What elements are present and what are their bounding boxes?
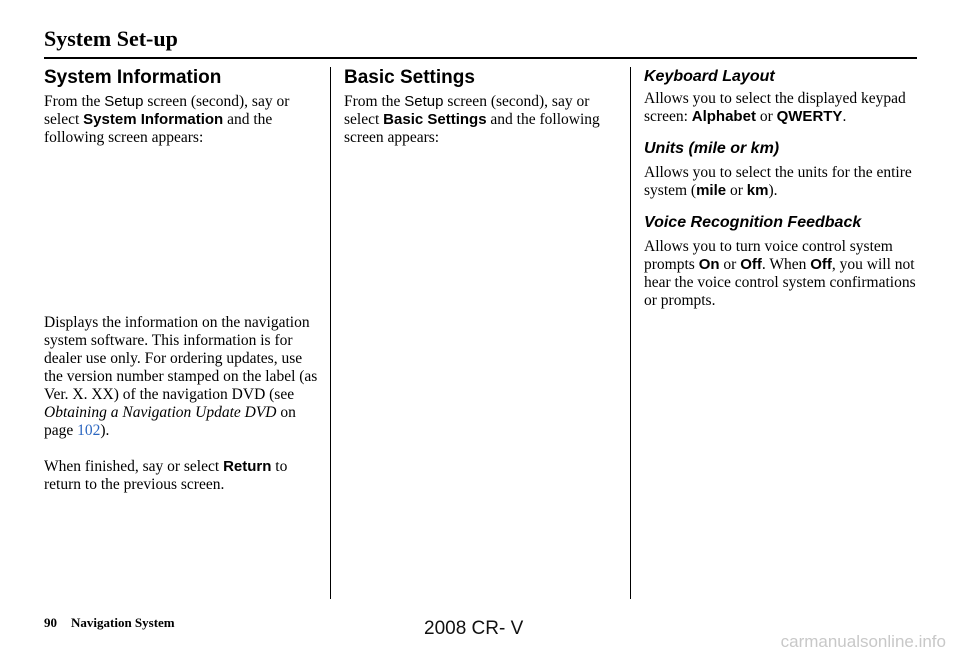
section-title-basic-settings: Basic Settings	[344, 67, 475, 88]
section-title-system-information: System Information	[44, 67, 222, 88]
page-title: System Set-up	[44, 26, 178, 51]
screen-image-placeholder	[44, 147, 324, 314]
keyboard-layout-description: Allows you to select the displayed keypad screen: Alphabet or QWERTY.	[644, 90, 906, 125]
subtitle-keyboard-layout: Keyboard Layout	[644, 68, 775, 85]
setup-keyword: Setup	[404, 93, 444, 110]
alphabet-keyword: Alphabet	[691, 108, 756, 125]
on-keyword: On	[698, 256, 720, 273]
page-number: 90	[44, 615, 57, 630]
column-settings-options	[644, 66, 924, 310]
header-divider	[44, 57, 917, 59]
off-keyword-2: Off	[810, 256, 832, 273]
page-link-102[interactable]: 102	[77, 422, 101, 439]
units-description: Allows you to select the units for the entire system (mile or km).	[644, 164, 912, 199]
basic-settings-intro: From the Setup screen (second), say or select Basic Settings and the following screen appears:	[344, 93, 600, 146]
column-basic-settings	[344, 66, 624, 147]
footer-model: 2008 CR- V	[424, 618, 524, 639]
basic-settings-keyword: Basic Settings	[383, 111, 487, 128]
return-keyword: Return	[223, 458, 272, 475]
system-information-finish: When finished, say or select Return to return to the previous screen.	[44, 458, 288, 493]
watermark: carmanualsonline.info	[780, 632, 946, 651]
mile-keyword: mile	[696, 182, 727, 199]
system-information-intro: From the Setup screen (second), say or select System Information and the following screen appears:	[44, 93, 290, 146]
setup-keyword: Setup	[104, 93, 144, 110]
system-information-keyword: System Information	[83, 111, 224, 128]
column-system-information	[44, 66, 324, 494]
subtitle-units: Units (mile or km)	[644, 140, 780, 157]
off-keyword: Off	[740, 256, 762, 273]
voice-feedback-description: Allows you to turn voice control system prompts On or Off. When Off, you will not hear the voice control system confirmations or prompts.	[644, 238, 916, 309]
qwerty-keyword: QWERTY	[776, 108, 843, 125]
system-information-description: Displays the information on the navigation system software. This information is for dealer use only. For ordering updates, use the version number stamped on the label (as Ver. X. XX) of the navigation DVD (see Obtaining a Navigation Update DVD on page 102).	[44, 314, 318, 439]
footer-section: Navigation System	[71, 615, 175, 630]
column-divider-1	[330, 67, 331, 599]
subtitle-voice-recognition-feedback: Voice Recognition Feedback	[644, 214, 862, 231]
column-divider-2	[630, 67, 631, 599]
km-keyword: km	[746, 182, 769, 199]
footer-page-label	[44, 615, 175, 631]
link-title-text: Obtaining a Navigation Update DVD	[44, 404, 277, 421]
